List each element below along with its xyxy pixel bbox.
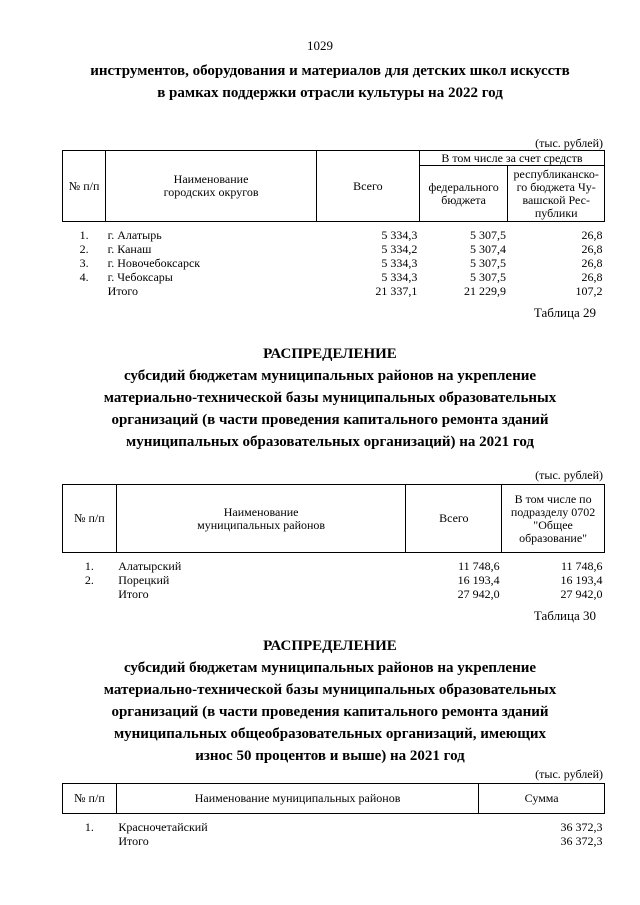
units-label: (тыс. рублей) [535, 468, 603, 482]
units-label: (тыс. рублей) [535, 767, 603, 781]
title-line: материально-технической базы муниципальных образовательных [103, 390, 557, 406]
header-sum: Сумма [479, 784, 605, 814]
table-row: 1. г. Алатырь 5 334,3 5 307,5 26,8 [79, 227, 603, 242]
header-total: Всего [406, 485, 502, 553]
header-total: Всего [316, 151, 419, 222]
total-row: Итого 27 942,0 27 942,0 [118, 586, 603, 601]
title-line: субсидий бюджетам муниципальных районов на укрепление [123, 368, 537, 384]
table-label: Таблица 29 [533, 305, 596, 320]
title-line: инструментов, оборудования и материалов для детских школ искусств [90, 63, 570, 79]
title-line: организаций (в части проведения капитального ремонта зданий [111, 412, 549, 428]
header-name: Наименование муниципальных районов [116, 485, 406, 553]
section1-title [60, 60, 600, 104]
table-row: 1. Красночетайский 36 372,3 [84, 819, 603, 834]
table-row: 2. г. Канаш 5 334,2 5 307,4 26,8 [79, 241, 603, 256]
title-line: муниципальных образовательных организаций) на 2021 год [126, 434, 534, 450]
table-1 [62, 150, 605, 298]
table-3 [62, 783, 605, 848]
title-line: субсидий бюджетам муниципальных районов на укрепление [123, 660, 537, 676]
table-2 [62, 484, 605, 601]
section2-title [60, 343, 600, 453]
header-sub: В том числе по подразделу 0702 "Общее образование" [502, 485, 605, 553]
header-group: В том числе за счет средств [419, 151, 604, 166]
table-row: 3. г. Новочебоксарск 5 334,3 5 307,5 26,8 [79, 255, 603, 270]
header-federal: федерального бюджета [419, 166, 508, 222]
title-line: муниципальных общеобразовательных организаций, имеющих [113, 726, 547, 742]
page-number: 1029 [307, 38, 333, 53]
table-label: Таблица 30 [533, 608, 596, 623]
title-line: РАСПРЕДЕЛЕНИЕ [263, 346, 397, 362]
title-line: РАСПРЕДЕЛЕНИЕ [263, 638, 397, 654]
header-republic: республиканско-го бюджета Чу-вашской Рес-публики [508, 166, 605, 222]
title-line: организаций (в части проведения капитального ремонта зданий [111, 704, 549, 720]
header-no: № п/п [63, 784, 117, 814]
total-row: Итого 36 372,3 [118, 833, 603, 848]
units-label: (тыс. рублей) [535, 136, 603, 150]
total-row: Итого 21 337,1 21 229,9 107,2 [107, 283, 603, 298]
table-row: 1. Алатырский 11 748,6 11 748,6 [84, 558, 603, 573]
table-row: 2. Порецкий 16 193,4 16 193,4 [84, 572, 603, 587]
header-name: Наименование городских округов [106, 151, 317, 222]
table-row: 4. г. Чебоксары 5 334,3 5 307,5 26,8 [79, 269, 603, 284]
title-line: материально-технической базы муниципальных образовательных [103, 682, 557, 698]
header-no: № п/п [63, 151, 106, 222]
title-line: износ 50 процентов и выше) на 2021 год [195, 748, 465, 764]
header-no: № п/п [63, 485, 117, 553]
header-name: Наименование муниципальных районов [116, 784, 478, 814]
section3-title [60, 635, 600, 767]
title-line: в рамках поддержки отрасли культуры на 2022 год [157, 85, 503, 101]
